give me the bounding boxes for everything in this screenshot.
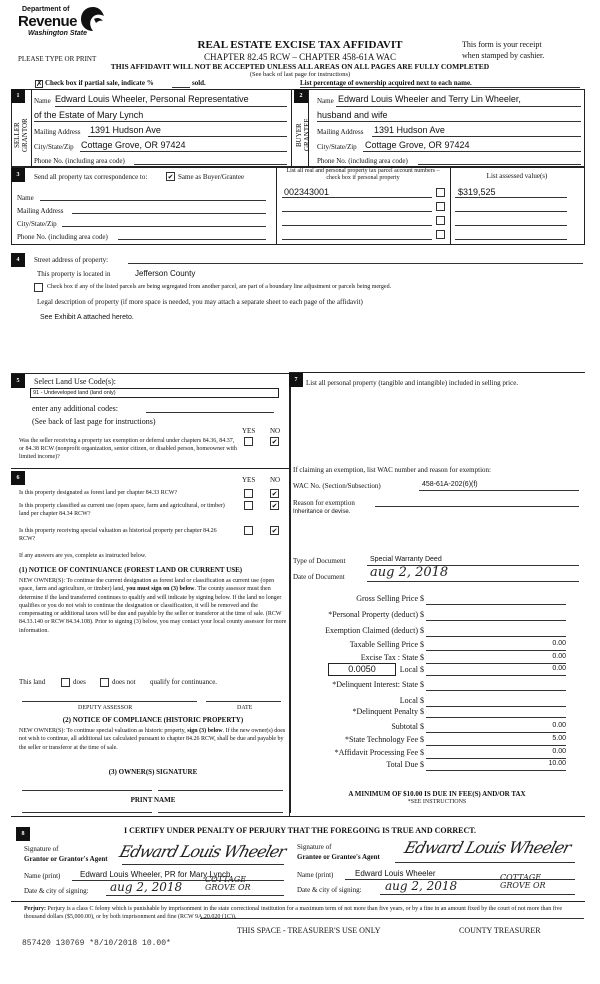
land-does-not-label: does not bbox=[112, 678, 136, 686]
dollar-sign: $ bbox=[420, 665, 424, 674]
notice2-text-a: NEW OWNER(S): To continue special valuation as historic property, bbox=[19, 728, 186, 734]
dollar-sign: $ bbox=[420, 748, 424, 757]
grantee-date-line bbox=[380, 894, 575, 895]
grantee-signature[interactable]: Edward Louis Wheeler bbox=[402, 838, 573, 857]
fee-label: *Delinquent Interest: State bbox=[332, 680, 418, 689]
perjury-notice bbox=[24, 905, 584, 919]
notice-compliance-text bbox=[19, 727, 287, 752]
fee-field[interactable] bbox=[426, 636, 566, 637]
seller-side-label bbox=[13, 105, 33, 165]
seller-mailing-value[interactable]: 1391 Hudson Ave bbox=[90, 125, 161, 135]
parcel-line-4[interactable] bbox=[282, 239, 432, 240]
fee-delinquent-penalty bbox=[290, 707, 580, 719]
corr-city-label: City/State/Zip bbox=[17, 220, 57, 228]
seller-city-underline bbox=[80, 151, 287, 152]
fee-field[interactable] bbox=[426, 620, 566, 621]
section-4-number: 4 bbox=[11, 253, 25, 267]
assessed-line-4[interactable] bbox=[455, 239, 567, 240]
parcel-line-3[interactable] bbox=[282, 225, 432, 226]
assessed-line-3[interactable] bbox=[455, 225, 567, 226]
wac-label: WAC No. (Section/Subsection) bbox=[293, 482, 381, 490]
corr-mailing-label: Mailing Address bbox=[17, 207, 64, 215]
historic-yes[interactable] bbox=[244, 526, 253, 535]
buyer-name-line2[interactable]: husband and wife bbox=[317, 110, 388, 120]
fee-label: Exemption Claimed (deduct) bbox=[325, 626, 418, 635]
ownership-note: List percentage of ownership acquired next to each name. bbox=[300, 79, 472, 87]
ownership-underline bbox=[300, 87, 580, 88]
fee-taxable-selling-price bbox=[290, 640, 580, 652]
doc-date-label: Date of Document bbox=[293, 573, 345, 581]
located-in-value[interactable]: Jefferson County bbox=[135, 269, 196, 278]
fee-affidavit-processing bbox=[290, 748, 580, 760]
legal-description-value[interactable]: See Exhibit A attached hereto. bbox=[40, 314, 134, 321]
grantee-date-value[interactable]: aug 2, 2018 bbox=[385, 879, 458, 893]
buyer-phone-field[interactable] bbox=[418, 164, 581, 165]
grantor-label: GRANTOR bbox=[21, 118, 29, 152]
buyer-name-label: Name bbox=[317, 97, 334, 105]
section-6-number: 6 bbox=[11, 471, 25, 485]
reason-field[interactable] bbox=[375, 506, 579, 507]
grantor-signature-line bbox=[122, 864, 284, 865]
seller-exemption-question: Was the seller receiving a property tax exemption or deferral under chapters 84.36, 84.37, or 84.38 RCW (nonprofit organization, senior citizen, or disabled person, homeowner with limited income)? bbox=[19, 438, 237, 460]
dor-logo bbox=[18, 4, 128, 44]
logo-washington-state: Washington State bbox=[28, 30, 87, 37]
section-5-number: 5 bbox=[11, 374, 25, 388]
s6-no-header: NO bbox=[270, 476, 281, 484]
buyer-name-underline2 bbox=[317, 121, 581, 122]
please-type: PLEASE TYPE OR PRINT bbox=[18, 55, 97, 63]
notice1-text-a: NEW OWNER(S): To continue the current designation as forest land or classification as current use (open space, farm and agriculture, or timber) land, bbox=[19, 578, 275, 593]
qualify-label: qualify for continuance. bbox=[150, 678, 218, 686]
parcel-number-1[interactable]: 002343001 bbox=[284, 187, 330, 197]
assessed-column-divider bbox=[450, 167, 451, 245]
parcel-header: List all real and personal property tax parcel account numbers – check box if personal property bbox=[286, 168, 440, 181]
dollar-sign: $ bbox=[420, 722, 424, 731]
doc-type-value[interactable]: Special Warranty Deed bbox=[370, 556, 442, 563]
receipt-note-1: This form is your receipt bbox=[462, 40, 542, 49]
fee-field[interactable] bbox=[426, 717, 566, 718]
grantor-print-name[interactable]: Edward Louis Wheeler, PR for Mary Lynch bbox=[80, 870, 231, 879]
buyer-name-underline1 bbox=[336, 106, 581, 107]
notice-continuance-title: (1) NOTICE OF CONTINUANCE (FOREST LAND OR CURRENT USE) bbox=[19, 566, 243, 574]
dor-swirl-icon bbox=[80, 6, 106, 32]
logo-department-of: Department of bbox=[22, 6, 70, 13]
fee-label: *Affidavit Processing Fee bbox=[334, 748, 418, 757]
grantee-city-value[interactable]: COTTAGE GROVE OR bbox=[500, 873, 546, 890]
section-1-number: 1 bbox=[11, 89, 25, 103]
fee-label: Taxable Selling Price bbox=[349, 640, 418, 649]
partial-sale-label: Check box if partial sale, indicate % bbox=[45, 79, 154, 87]
dollar-sign: $ bbox=[420, 760, 424, 769]
owner-signature-label: (3) OWNER(S) SIGNATURE bbox=[108, 768, 198, 776]
partial-sale-suffix: sold. bbox=[192, 79, 206, 87]
corr-phone-field[interactable] bbox=[118, 239, 266, 240]
seller-name-underline2 bbox=[34, 121, 287, 122]
located-in-label: This property is located in bbox=[37, 270, 111, 278]
fee-delinquent-interest-state bbox=[290, 680, 580, 692]
receipt-note-2: when stamped by cashier. bbox=[462, 51, 545, 60]
grantee-signature-label-1: Signature of bbox=[297, 843, 332, 851]
dollar-sign: $ bbox=[420, 696, 424, 705]
exemption-intro: If claiming an exemption, list WAC number and reason for exemption: bbox=[293, 466, 491, 474]
historic-no[interactable]: ✔ bbox=[271, 527, 278, 535]
same-as-buyer-checkbox[interactable]: ✔ bbox=[167, 173, 174, 181]
seller-name-line2[interactable]: of the Estate of Mary Lynch bbox=[34, 110, 144, 120]
seller-label: SELLER bbox=[13, 122, 21, 148]
see-back-instructions: (See back of last page for instructions) bbox=[249, 71, 351, 78]
fee-field[interactable] bbox=[426, 758, 566, 759]
notice2-text-b: . If the new owner(s) does not wish to continue, all additional tax calculated pursuant to chapter 84.26 RCW, shall be due and payable by the seller or transferor at the time of sale. bbox=[19, 728, 286, 751]
parcel-personal-checkbox-1[interactable] bbox=[436, 188, 445, 197]
dollar-sign: $ bbox=[420, 640, 424, 649]
grantor-date-label: Date & city of signing: bbox=[24, 887, 89, 895]
deputy-assessor-label: DEPUTY ASSESSOR bbox=[78, 705, 133, 711]
grantee-signature-label-2: Grantee or Grantee's Agent bbox=[297, 853, 380, 861]
grantee-date-label: Date & city of signing: bbox=[297, 886, 362, 894]
fee-field[interactable] bbox=[426, 650, 566, 651]
same-as-buyer-label: Same as Buyer/Grantee bbox=[178, 173, 245, 181]
section-3-number: 3 bbox=[11, 168, 25, 182]
dollar-sign: $ bbox=[420, 707, 424, 716]
assessed-line-2[interactable] bbox=[455, 211, 567, 212]
reason-value[interactable]: Inheritance or devise. bbox=[293, 509, 351, 515]
buyer-city-label: City/State/Zip bbox=[317, 143, 357, 151]
fee-subtotal bbox=[290, 722, 580, 734]
perjury-underline bbox=[200, 918, 584, 919]
notice-compliance-title: (2) NOTICE OF COMPLIANCE (HISTORIC PROPERTY) bbox=[62, 716, 244, 724]
land-use-label: Select Land Use Code(s): bbox=[34, 377, 116, 386]
s5-yes-header: YES bbox=[242, 427, 256, 435]
wac-value[interactable]: 458-61A-202(6)(f) bbox=[422, 481, 478, 488]
current-use-question: Is this property classified as current use (open space, farm and agricultural, or timber) land per chapter 84.34 RCW? bbox=[19, 503, 225, 517]
buyer-mailing-value[interactable]: 1391 Hudson Ave bbox=[374, 125, 445, 135]
seller-name-underline1 bbox=[55, 106, 287, 107]
grantor-date-line bbox=[106, 895, 284, 896]
dollar-sign: $ bbox=[420, 653, 424, 662]
s5-no-header: NO bbox=[270, 427, 281, 435]
treasurer-use-label: THIS SPACE - TREASURER'S USE ONLY bbox=[237, 926, 381, 935]
fee-label: Total Due bbox=[386, 760, 418, 769]
fee-label: Excise Tax : State bbox=[360, 653, 418, 662]
assessed-header: List assessed value(s) bbox=[486, 172, 548, 180]
grantee-name-label: Name (print) bbox=[297, 871, 334, 879]
dollar-sign: $ bbox=[420, 735, 424, 744]
assessed-value-1[interactable]: $319,525 bbox=[458, 187, 496, 197]
fee-value: 0.00 bbox=[552, 748, 566, 755]
s6-yes-header: YES bbox=[242, 476, 256, 484]
chapter-reference: CHAPTER 82.45 RCW – CHAPTER 458-61A WAC bbox=[204, 52, 396, 62]
local-rate-box[interactable]: 0.0050 bbox=[328, 663, 396, 676]
corr-name-label: Name bbox=[17, 194, 34, 202]
land-use-see-back: (See back of last page for instructions) bbox=[32, 417, 156, 426]
fee-label: *Delinquent Penalty bbox=[352, 707, 418, 716]
section-7-number: 7 bbox=[289, 373, 303, 387]
wac-underline bbox=[419, 490, 579, 491]
fee-label: *Personal Property (deduct) bbox=[328, 610, 418, 619]
fee-field[interactable] bbox=[426, 604, 566, 605]
grantee-label: GRANTEE bbox=[303, 118, 311, 152]
grantor-signature-label-2: Grantor or Grantor's Agent bbox=[24, 855, 108, 863]
land-does-checkbox[interactable] bbox=[61, 678, 70, 687]
reason-label: Reason for exemption bbox=[293, 499, 355, 507]
buyer-mailing-underline bbox=[372, 136, 581, 137]
treasurer-stamp: 857420 130769 *8/10/2018 10.00* bbox=[22, 939, 171, 948]
doc-date-value[interactable]: aug 2, 2018 bbox=[370, 565, 449, 580]
notice-continuance-text bbox=[19, 577, 287, 635]
grantor-signature[interactable]: Edward Louis Wheeler bbox=[117, 842, 288, 861]
segregated-checkbox[interactable] bbox=[34, 283, 43, 292]
fee-value: 0.00 bbox=[552, 640, 566, 647]
fee-value: 10.00 bbox=[548, 760, 566, 767]
buyer-city-underline bbox=[363, 151, 581, 152]
deputy-assessor-date[interactable] bbox=[206, 701, 281, 702]
perjury-bold-label: Perjury: bbox=[24, 906, 46, 912]
parcel-line-1 bbox=[282, 197, 432, 198]
corr-mailing-field[interactable] bbox=[72, 213, 266, 214]
certify-statement: I CERTIFY UNDER PENALTY OF PERJURY THAT THE FOREGOING IS TRUE AND CORRECT. bbox=[124, 826, 477, 835]
assessed-line-1 bbox=[455, 197, 567, 198]
seller-left-divider bbox=[31, 89, 32, 167]
see-instructions-note: *SEE INSTRUCTIONS bbox=[407, 799, 467, 805]
acceptance-warning: THIS AFFIDAVIT WILL NOT BE ACCEPTED UNLESS ALL AREAS ON ALL PAGES ARE FULLY COMPLETED bbox=[110, 62, 490, 71]
buyer-label: BUYER bbox=[295, 123, 303, 147]
fee-label: Subtotal bbox=[391, 722, 418, 731]
fee-value: 5.00 bbox=[552, 735, 566, 742]
buyer-mailing-label: Mailing Address bbox=[317, 128, 364, 136]
grantor-signature-label-1: Signature of bbox=[24, 845, 59, 853]
fee-excise-tax-local bbox=[290, 665, 580, 677]
fee-total-due bbox=[290, 760, 580, 772]
section-2-number: 2 bbox=[294, 89, 308, 103]
fee-field[interactable] bbox=[426, 675, 566, 676]
seller-mailing-underline bbox=[88, 136, 287, 137]
if-yes-instructions: If any answers are yes, complete as instructed below. bbox=[19, 553, 147, 559]
fee-label: Local bbox=[399, 665, 418, 674]
parcel-line-2[interactable] bbox=[282, 211, 432, 212]
fee-field[interactable] bbox=[426, 690, 566, 691]
owner-print-name-field-1[interactable] bbox=[22, 812, 152, 813]
forest-land-question: Is this property designated as forest land per chapter 84.33 RCW? bbox=[19, 490, 178, 496]
parcel-personal-checkbox-4[interactable] bbox=[436, 230, 445, 239]
dollar-sign: $ bbox=[420, 680, 424, 689]
grantor-date-value[interactable]: aug 2, 2018 bbox=[110, 880, 183, 894]
seller-phone-label: Phone No. (including area code) bbox=[34, 157, 125, 165]
street-address-label: Street address of property: bbox=[34, 256, 109, 264]
fee-exemption-claimed bbox=[290, 626, 580, 638]
owner-signature-field-2[interactable] bbox=[158, 790, 283, 791]
buyer-side-label bbox=[295, 105, 309, 165]
seller-name-line1[interactable]: Edward Louis Wheeler, Personal Representative bbox=[55, 94, 249, 104]
buyer-name-line1[interactable]: Edward Louis Wheeler and Terry Lin Wheeler, bbox=[338, 94, 521, 104]
personal-property-label: List all personal property (tangible and intangible) included in selling price. bbox=[306, 379, 519, 387]
fee-label: *State Technology Fee bbox=[344, 735, 418, 744]
seller-city-label: City/State/Zip bbox=[34, 143, 74, 151]
section-6-divider bbox=[11, 468, 291, 469]
historic-question: Is this property receiving special valuation as historical property per chapter 84.26 RCW? bbox=[19, 528, 217, 542]
fee-label: Gross Selling Price bbox=[356, 594, 418, 603]
print-name-label: PRINT NAME bbox=[130, 796, 176, 804]
notice1-text-b: . The county assessor must then determine if the land transferred continues to qualify and will indicate by signing below. If the land no longer qualifies or you do not wish to continue the designation or classification, it will be removed and the compensating or additional taxes will be due and payable by the seller or transferor at the time of sale. (RCW 84.33.140 or RCW 84.34.108). Prior to signing (3) below, you may contact your local county assessor for more information. bbox=[19, 586, 287, 634]
seller-exemption-yes[interactable] bbox=[244, 437, 253, 446]
buyer-phone-label: Phone No. (including area code) bbox=[317, 157, 408, 165]
seller-name-label: Name bbox=[34, 97, 51, 105]
partial-sale-checkbox[interactable]: ✗ bbox=[36, 79, 43, 88]
current-use-no[interactable]: ✔ bbox=[271, 502, 278, 510]
fee-field[interactable] bbox=[426, 732, 566, 733]
fee-value: 0.00 bbox=[552, 722, 566, 729]
current-use-yes[interactable] bbox=[244, 501, 253, 510]
owner-print-name-field-2[interactable] bbox=[158, 812, 283, 813]
perjury-text: Perjury is a class C felony which is punishable by imprisonment in the state correctional institution for a maximum term of not more than five years, or by a fine in an amount fixed by the court of not more than five thousand dollars ($5,000.00), or by both imprisonment and fine (RCW 9A.20.020 (1C)). bbox=[24, 906, 563, 919]
fee-gross-selling-price bbox=[290, 594, 580, 606]
fee-state-technology bbox=[290, 735, 580, 747]
seller-phone-field[interactable] bbox=[134, 164, 287, 165]
legal-description-label: Legal description of property (if more space is needed, you may attach a separate sheet to each page of the affidavit) bbox=[37, 298, 363, 306]
seller-city-value[interactable]: Cottage Grove, OR 97424 bbox=[81, 140, 186, 150]
minimum-due-note: A MINIMUM OF $10.00 IS DUE IN FEE(S) AND/OR TAX bbox=[348, 790, 526, 798]
fee-field[interactable] bbox=[426, 770, 566, 771]
assessor-date-label: DATE bbox=[237, 705, 253, 711]
notice1-bold: you must sign on (3) below bbox=[126, 586, 195, 593]
fee-personal-property bbox=[290, 610, 580, 622]
section-8-number: 8 bbox=[16, 827, 30, 841]
forest-land-yes[interactable] bbox=[244, 489, 253, 498]
land-use-select[interactable]: 91 - Undeveloped land (land only) bbox=[30, 388, 279, 398]
additional-codes-field[interactable] bbox=[146, 412, 274, 413]
parcel-personal-checkbox-3[interactable] bbox=[436, 216, 445, 225]
dollar-sign: $ bbox=[420, 610, 424, 619]
corr-city-field[interactable] bbox=[62, 226, 266, 227]
grantor-name-label: Name (print) bbox=[24, 872, 61, 880]
street-address-field[interactable] bbox=[128, 263, 583, 264]
send-correspondence-label: Send all property tax correspondence to: bbox=[34, 173, 148, 181]
corr-phone-label: Phone No. (including area code) bbox=[17, 233, 108, 241]
logo-revenue: Revenue bbox=[18, 13, 78, 30]
additional-codes-label: enter any additional codes: bbox=[32, 404, 118, 413]
page-title: REAL ESTATE EXCISE TAX AFFIDAVIT bbox=[197, 39, 403, 51]
county-treasurer-label: COUNTY TREASURER bbox=[459, 926, 541, 935]
fee-label: Local bbox=[399, 696, 418, 705]
fee-value: 0.00 bbox=[552, 665, 566, 672]
fee-field[interactable] bbox=[426, 663, 566, 664]
grantee-signature-line bbox=[395, 862, 575, 863]
grantee-print-name[interactable]: Edward Louis Wheeler bbox=[355, 869, 436, 878]
parcel-column-divider bbox=[276, 167, 277, 245]
notice2-bold: sign (3) below bbox=[187, 728, 223, 734]
fee-value: 0.00 bbox=[552, 653, 566, 660]
dollar-sign: $ bbox=[420, 594, 424, 603]
parcel-personal-checkbox-2[interactable] bbox=[436, 202, 445, 211]
doc-date-underline bbox=[367, 581, 579, 582]
this-land-label: This land bbox=[19, 678, 46, 686]
fee-field[interactable] bbox=[426, 745, 566, 746]
corr-name-field[interactable] bbox=[40, 200, 266, 201]
land-does-label: does bbox=[73, 678, 86, 686]
deputy-assessor-signature[interactable] bbox=[22, 701, 197, 702]
land-does-not-checkbox[interactable] bbox=[100, 678, 109, 687]
owner-signature-field-1[interactable] bbox=[22, 790, 152, 791]
segregated-label: Check box if any of the listed parcels are being segregated from another parcel, are part of a boundary line adjustment or parcels being merged. bbox=[47, 284, 392, 290]
dollar-sign: $ bbox=[420, 626, 424, 635]
seller-exemption-no[interactable]: ✔ bbox=[271, 438, 278, 446]
seller-mailing-label: Mailing Address bbox=[34, 128, 81, 136]
grantor-city-value[interactable]: COTTAGE GROVE OR bbox=[205, 875, 251, 892]
doc-type-label: Type of Document bbox=[293, 557, 346, 565]
forest-land-no[interactable]: ✔ bbox=[271, 490, 278, 498]
buyer-city-value[interactable]: Cottage Grove, OR 97424 bbox=[365, 140, 470, 150]
partial-sale-percent-field[interactable] bbox=[172, 87, 190, 88]
